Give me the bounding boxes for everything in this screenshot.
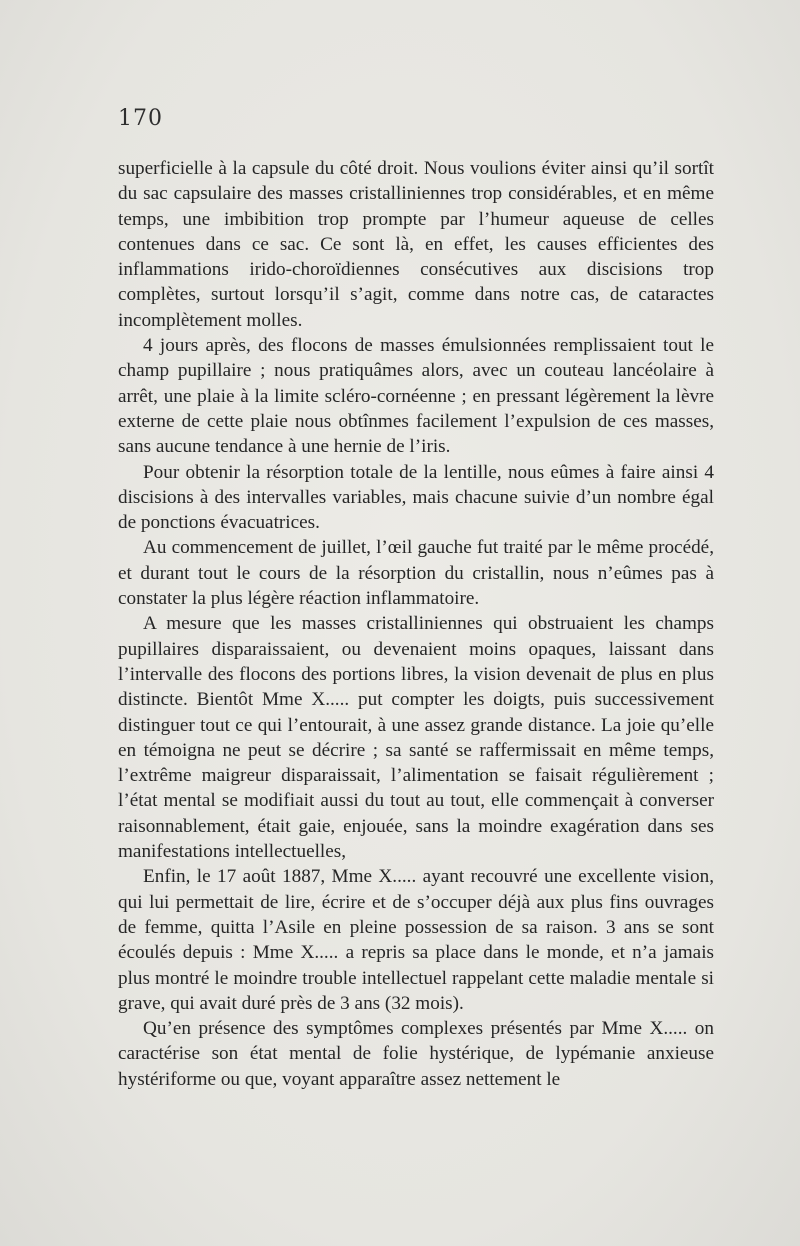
page-number: 170: [118, 106, 163, 131]
paragraph-7: Qu’en présence des symptômes complexes présentés par Mme X..... on caractérise son état mental de folie hystérique, de lypémanie anxieuse hystériforme ou que, voyant apparaître assez nettement le: [118, 1018, 714, 1090]
paragraph-3: Pour obtenir la résorption totale de la lentille, nous eûmes à faire ainsi 4 discisions à des intervalles variables, mais chacune suivie d’un nombre égal de ponctions évacuatrices.: [118, 461, 714, 534]
paragraph-1-continued: superficielle à la capsule du côté droit. Nous voulions éviter ainsi qu’il sortît du sac capsulaire des masses cristalliniennes trop considérables, et en même temps, une imbibition trop prompte par l’humeur aqueuse de celles contenues dans ce sac. Ce sont là, en effet, les causes efficientes des inflammations irido-choroïdiennes consécutives aux discisions trop complètes, surtout lorsqu’il s’agit, comme dans notre cas, de cataractes incomplètement molles.: [118, 158, 714, 331]
body-text: [118, 156, 714, 1092]
paragraph-2: 4 jours après, des flocons de masses émulsionnées remplissaient tout le champ pupillaire ; nous pratiquâmes alors, avec un couteau lancéolaire à arrêt, une plaie à la limite scléro-cornéenne ; en pressant légèrement la lèvre externe de cette plaie nous obtînmes facilement l’expulsion de ces masses, sans aucune tendance à une hernie de l’iris.: [118, 335, 714, 458]
paragraph-4: Au commencement de juillet, l’œil gauche fut traité par le même procédé, et durant tout le cours de la résorption du cristallin, nous n’eûmes pas à constater la plus légère réaction inflammatoire.: [118, 537, 714, 610]
paragraph-6: Enfin, le 17 août 1887, Mme X..... ayant recouvré une excellente vision, qui lui permettait de lire, écrire et de s’occuper déjà aux plus fins ouvrages de femme, quitta l’Asile en pleine possession de sa raison. 3 ans se sont écoulés depuis : Mme X..... a repris sa place dans le monde, et n’a jamais plus montré le moindre trouble intellectuel rappelant cette maladie mentale si grave, qui avait duré près de 3 ans (32 mois).: [118, 866, 714, 1014]
paragraph-5: A mesure que les masses cristalliniennes qui obstruaient les champs pupillaires disparaissaient, ou devenaient moins opaques, laissant dans l’intervalle des flocons des portions libres, la vision devenait de plus en plus distincte. Bientôt Mme X..... put compter les doigts, puis successivement distinguer tout ce qui l’entourait, à une assez grande distance. La joie qu’elle en témoigna ne peut se décrire ; sa santé se raffermissait en même temps, l’extrême maigreur disparaissait, l’alimentation se faisait régulièrement ; l’état mental se modifiait aussi du tout au tout, elle commençait à converser raisonnablement, était gaie, enjouée, sans la moindre exagération dans ses manifestations intellectuelles,: [118, 613, 714, 863]
